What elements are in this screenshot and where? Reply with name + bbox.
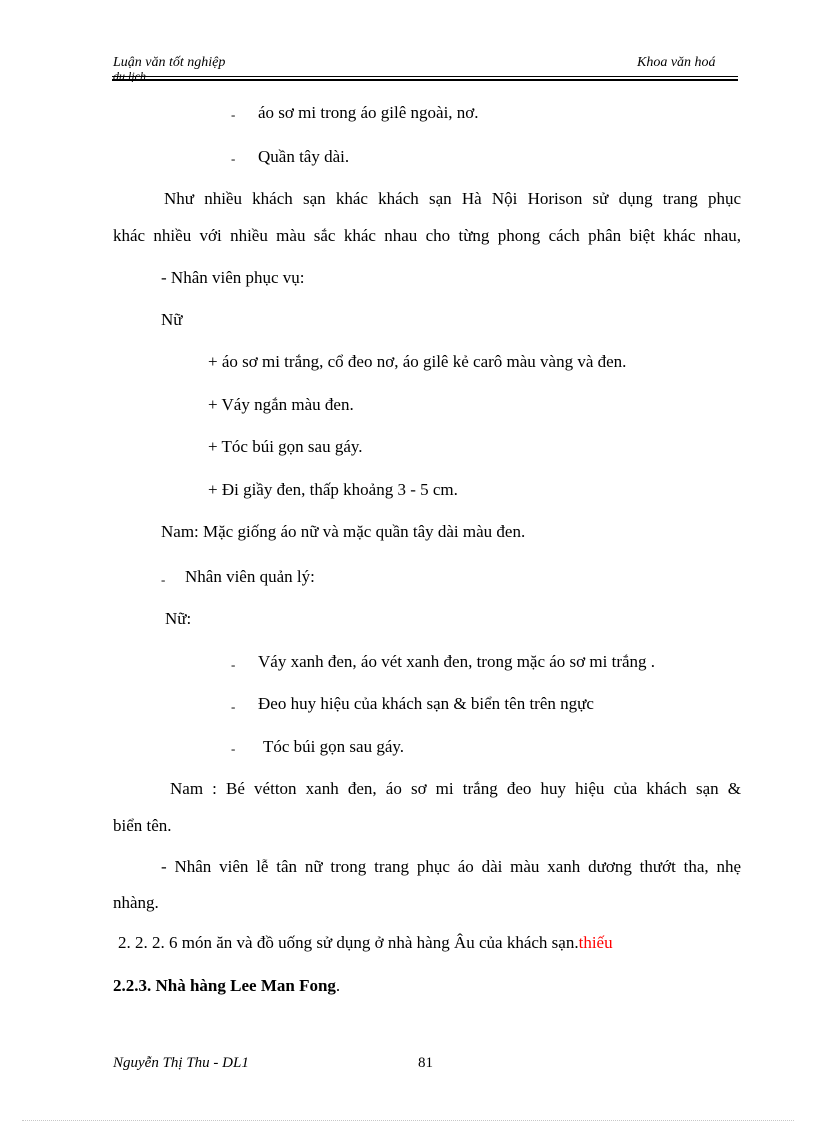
list-item-female-2: + Váy ngắn màu đen. bbox=[208, 395, 354, 414]
section-2-2-2-6 bbox=[118, 933, 613, 953]
list-item-shirt: áo sơ mi trong áo gilê ngoài, nơ. bbox=[258, 103, 479, 122]
paragraph-intro-line2: khác nhiều với nhiều màu sắc khác nhau cho từng phong cách phân biệt khác nhau, bbox=[113, 226, 741, 245]
missing-note: thiếu bbox=[578, 933, 613, 952]
heading-manager-staff: Nhân viên quản lý: bbox=[185, 567, 315, 586]
bullet-dash: - bbox=[161, 572, 166, 587]
paragraph-male-manager-line1: Nam : Bé vétton xanh đen, áo sơ mi trắng đeo huy hiệu của khách sạn & bbox=[170, 779, 741, 798]
header-faculty: Khoa văn hoá bbox=[637, 55, 716, 70]
bullet-dash: - bbox=[231, 657, 236, 672]
bullet-dash: - bbox=[231, 107, 236, 122]
list-item-female-1: + áo sơ mi trắng, cổ đeo nơ, áo gilê kẻ carô màu vàng và đen. bbox=[208, 352, 627, 371]
list-item-manager-1: Váy xanh đen, áo vét xanh đen, trong mặc áo sơ mi trắng . bbox=[258, 652, 656, 671]
line-male-staff: Nam: Mặc giống áo nữ và mặc quần tây dài màu đen. bbox=[161, 522, 526, 541]
list-item-female-3: + Tóc búi gọn sau gáy. bbox=[208, 437, 363, 456]
paragraph-male-manager-line2: biển tên. bbox=[113, 816, 172, 835]
list-item-manager-2: Đeo huy hiệu của khách sạn & biển tên trên ngực bbox=[258, 694, 594, 713]
section-2-2-3-title: 2.2.3. Nhà hàng Lee Man Fong bbox=[113, 976, 336, 995]
list-item-manager-3: Tóc búi gọn sau gáy. bbox=[263, 737, 405, 756]
bullet-dash: - bbox=[231, 699, 236, 714]
label-female-manager: Nữ: bbox=[165, 609, 192, 628]
header-left bbox=[113, 55, 226, 83]
page-number: 81 bbox=[418, 1055, 433, 1071]
bullet-dash: - bbox=[231, 151, 236, 166]
bullet-dash: - bbox=[231, 741, 236, 756]
paragraph-reception-line2: nhàng. bbox=[113, 893, 159, 912]
paragraph-reception-line1: - Nhân viên lễ tân nữ trong trang phục áo dài màu xanh dương thướt tha, nhẹ bbox=[161, 857, 741, 876]
section-2-2-3 bbox=[113, 976, 340, 996]
header-thesis-subtitle: du lịch bbox=[113, 69, 146, 83]
header-thesis-title: Luận văn tốt nghiệp bbox=[113, 55, 226, 70]
header-double-rule bbox=[112, 76, 738, 81]
label-female: Nữ bbox=[161, 310, 183, 329]
heading-service-staff: - Nhân viên phục vụ: bbox=[161, 268, 305, 287]
list-item-female-4: + Đi giầy đen, thấp khoảng 3 - 5 cm. bbox=[208, 480, 458, 499]
footer-author: Nguyễn Thị Thu - DL1 bbox=[113, 1055, 249, 1071]
paragraph-intro-line1: Như nhiều khách sạn khác khách sạn Hà Nội Horison sử dụng trang phục bbox=[164, 189, 741, 208]
section-2-2-3-period: . bbox=[335, 976, 341, 995]
page-bottom-edge bbox=[22, 1120, 794, 1121]
list-item-trousers: Quần tây dài. bbox=[258, 147, 350, 166]
section-2-2-2-6-title: 2. 2. 2. 6 món ăn và đồ uống sử dụng ở nhà hàng Âu của khách sạn. bbox=[118, 933, 579, 952]
